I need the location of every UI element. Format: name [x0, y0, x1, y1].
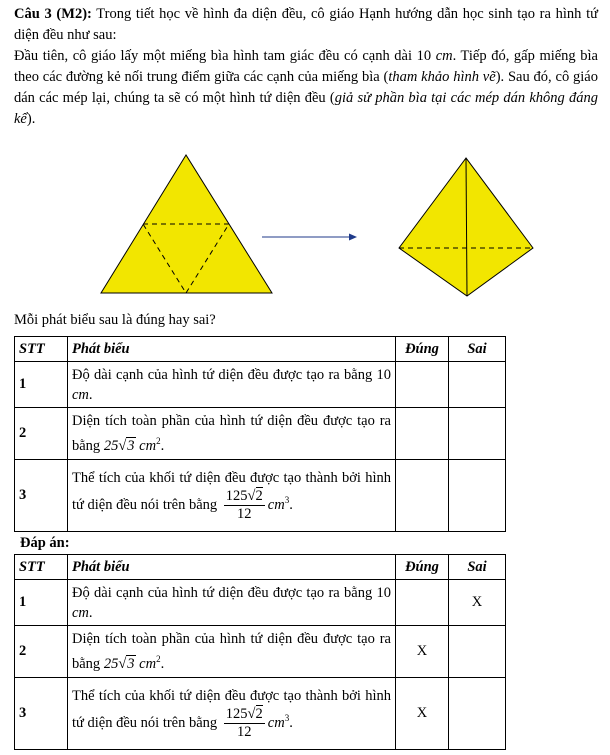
true-cell[interactable] [396, 362, 449, 408]
header-stt: STT [15, 337, 68, 362]
table-row [15, 580, 506, 626]
assumption-note: giả sử phần bìa tại các mép dán không đáng kể [14, 90, 598, 127]
instruction-text: ). [26, 111, 36, 127]
statement-1: Độ dài cạnh của hình tứ diện đều được tạo ra bằng 10 cm. [68, 362, 396, 408]
table-row [15, 408, 506, 460]
table-row [15, 678, 506, 750]
table-row [15, 362, 506, 408]
row-stt: 2 [15, 408, 68, 460]
false-mark [449, 678, 506, 750]
figure-reference: tham khảo hình vẽ [388, 69, 496, 85]
statement-3: Thể tích của khối tứ diện đều được tạo thành bởi hình tứ diện đều nói trên bằng $\frac{125√2}{12}$ $cm^3$. [68, 460, 396, 532]
header-false: Sai [449, 555, 506, 580]
tetrahedron-figure [0, 145, 610, 315]
header-statement: Phát biểu [68, 337, 396, 362]
header-true: Đúng [396, 337, 449, 362]
row-stt: 3 [15, 460, 68, 532]
header-statement: Phát biểu [68, 555, 396, 580]
question-stem: Trong tiết học về hình đa diện đều, cô giáo Hạnh hướng dẫn học sinh tạo ra hình tứ diện đều như sau: [14, 6, 598, 43]
statement-3: Thể tích của khối tứ diện đều được tạo thành bởi hình tứ diện đều nói trên bằng $\frac{125√2}{12}$ $cm^3$. [68, 678, 396, 750]
question-table [14, 336, 506, 532]
answer-label: Đáp án: [20, 535, 70, 551]
fold-arrow [262, 234, 357, 241]
statement-1: Độ dài cạnh của hình tứ diện đều được tạo ra bằng 10 cm. [68, 580, 396, 626]
unit: cm [435, 48, 453, 64]
false-mark: X [449, 580, 506, 626]
flat-triangle-net [101, 155, 272, 293]
table-header-row [15, 555, 506, 580]
false-cell[interactable] [449, 408, 506, 460]
header-true: Đúng [396, 555, 449, 580]
row-stt: 1 [15, 580, 68, 626]
table-header-row [15, 337, 506, 362]
row-stt: 2 [15, 626, 68, 678]
instruction-text: ). Sau đó, cô giáo dán các mép lại, chúng ta sẽ có một hình tứ diện đều ( [14, 69, 598, 106]
header-stt: STT [15, 555, 68, 580]
statement-2: Diện tích toàn phần của hình tứ diện đều được tạo ra bằng 25√3 $cm^2$. [68, 626, 396, 678]
answer-table [14, 554, 506, 750]
prompt-text: Mỗi phát biểu sau là đúng hay sai? [14, 312, 216, 328]
table-row [15, 460, 506, 532]
question-label: Câu 3 (M2): [14, 6, 92, 22]
tetrahedron-3d [399, 158, 533, 296]
true-mark: X [396, 678, 449, 750]
false-mark [449, 626, 506, 678]
true-mark [396, 580, 449, 626]
true-cell[interactable] [396, 460, 449, 532]
false-cell[interactable] [449, 460, 506, 532]
table-row [15, 626, 506, 678]
true-mark: X [396, 626, 449, 678]
instruction-text: . Tiếp đó, gấp miếng bìa theo các đường kẻ nối trung điểm giữa các cạnh của miếng bìa ( [14, 48, 598, 85]
false-cell[interactable] [449, 362, 506, 408]
true-cell[interactable] [396, 408, 449, 460]
question-text [14, 4, 598, 130]
row-stt: 3 [15, 678, 68, 750]
statement-2: Diện tích toàn phần của hình tứ diện đều được tạo ra bằng 25√3 $cm^2$. [68, 408, 396, 460]
row-stt: 1 [15, 362, 68, 408]
header-false: Sai [449, 337, 506, 362]
instruction-text: Đầu tiên, cô giáo lấy một miếng bìa hình tam giác đều có cạnh dài 10 [14, 48, 436, 64]
